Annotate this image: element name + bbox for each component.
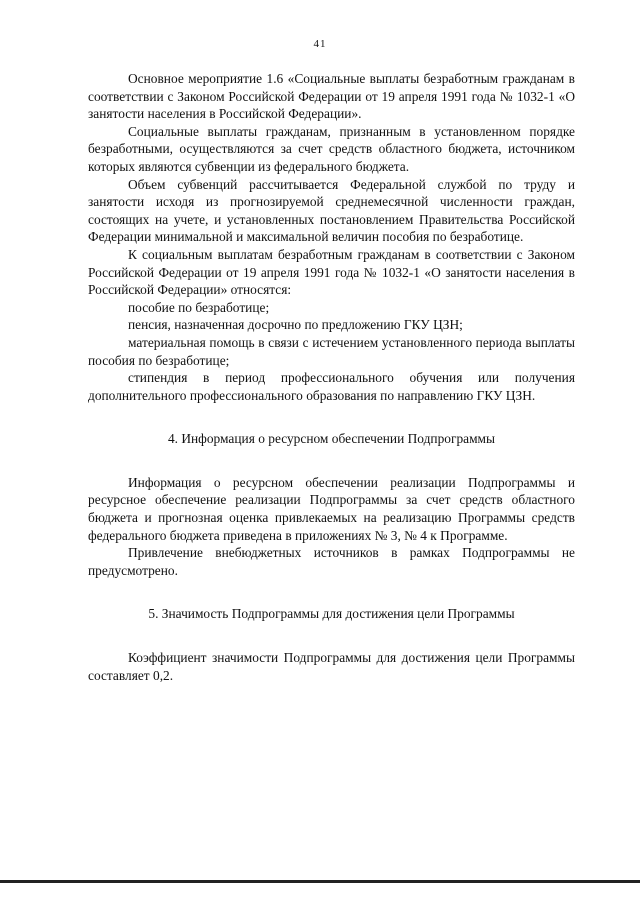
section-heading: 5. Значимость Подпрограммы для достижения цели Программы	[148, 606, 515, 622]
list-item: пенсия, назначенная досрочно по предложению ГКУ ЦЗН;	[128, 317, 463, 333]
paragraph: Привлечение внебюджетных источников в рамках Подпрограммы не предусмотрено.	[88, 545, 575, 578]
paragraph: Коэффициент значимости Подпрограммы для достижения цели Программы составляет 0,2.	[88, 650, 575, 683]
paragraph: Информация о ресурсном обеспечении реализации Подпрограммы и ресурсное обеспечение реализации Подпрограммы за счет средств областного бюджета и прогнозная оценка привлекаемых на реализацию Программы средств федерального бюджета приведена в приложениях № 3, № 4 к Программе.	[88, 474, 575, 543]
bottom-divider	[0, 880, 640, 883]
paragraph: Социальные выплаты гражданам, признанным в установленном порядке безработными, осуществляются за счет средств областного бюджета, источником которых являются субвенции из федерального бюджета.	[88, 123, 575, 174]
paragraph: Основное мероприятие 1.6 «Социальные выплаты безработным гражданам в соответствии с Законом Российской Федерации от 19 апреля 1991 года № 1032-1 «О занятости населения в Российской Федерации».	[88, 71, 575, 122]
paragraph: Объем субвенций рассчитывается Федеральной службой по труду и занятости исходя из прогнозируемой среднемесячной численности граждан, состоящих на учете, и установленных постановлением Правительства Российской Федерации минимальной и максимальной величин пособия по безработице.	[88, 176, 575, 245]
list-item: стипендия в период профессионального обучения или получения дополнительного профессионального образования по направлению ГКУ ЦЗН.	[88, 370, 575, 403]
document-body	[88, 70, 575, 684]
page-number: 41	[313, 38, 327, 50]
list-item: пособие по безработице;	[128, 299, 270, 315]
list-item: материальная помощь в связи с истечением установленного периода выплаты пособия по безработице;	[88, 334, 575, 368]
paragraph: К социальным выплатам безработным гражданам в соответствии с Законом Российской Федерации от 19 апреля 1991 года № 1032-1 «О занятости населения в Российской Федерации» относятся:	[88, 246, 575, 298]
section-heading: 4. Информация о ресурсном обеспечении Подпрограммы	[167, 431, 496, 447]
